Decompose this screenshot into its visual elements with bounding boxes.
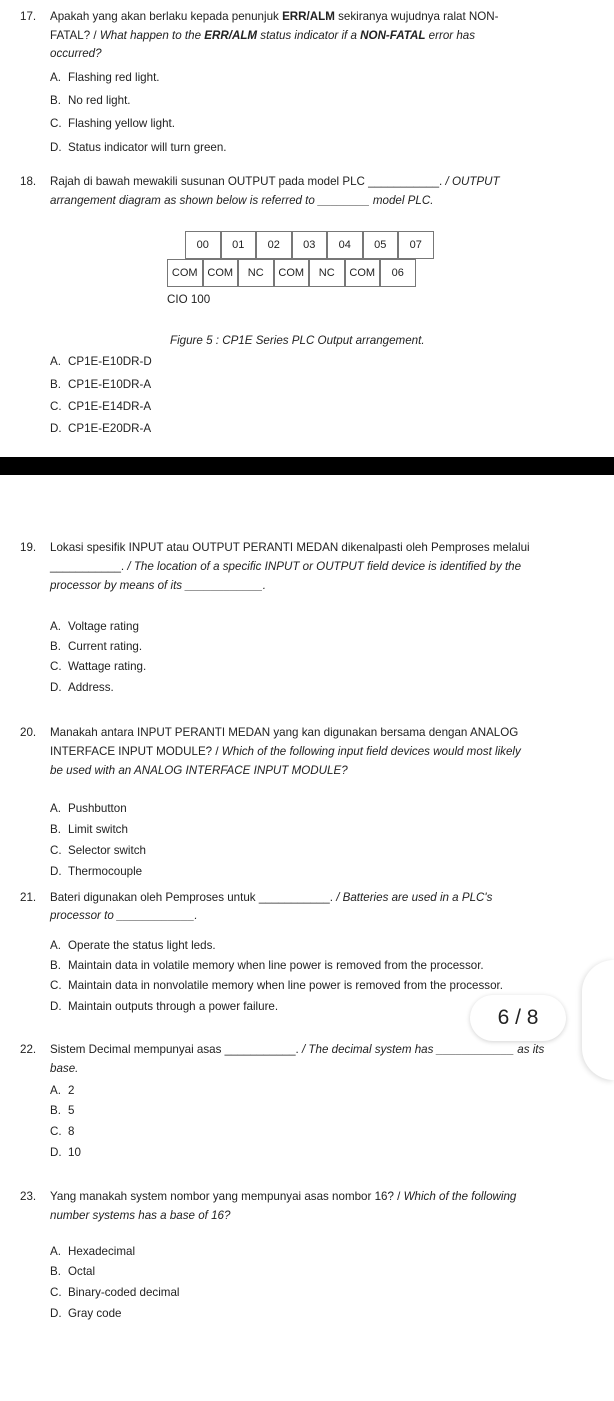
- option-b: [50, 1265, 95, 1278]
- option-text: Wattage rating.: [68, 660, 147, 673]
- text: Bateri digunakan oleh Pemproses untuk ___________.: [50, 891, 337, 904]
- text-italic: processor by means of its ____________.: [50, 579, 266, 592]
- question-text: [50, 1062, 78, 1075]
- option-text: Hexadecimal: [68, 1245, 136, 1258]
- option-letter: A.: [50, 939, 61, 952]
- option-letter: A.: [50, 802, 61, 815]
- text: FATAL? /: [50, 29, 100, 42]
- option-text: CP1E-E10DR-D: [68, 355, 152, 368]
- option-letter: C.: [50, 117, 62, 130]
- option-letter: D.: [50, 141, 62, 154]
- option-b: [50, 959, 484, 972]
- question-text: [50, 891, 492, 904]
- terminal-cell: 05: [363, 231, 399, 259]
- option-letter: C.: [50, 1125, 62, 1138]
- option-b: [50, 823, 128, 836]
- question-text: Lokasi spesifik INPUT atau OUTPUT PERANTI MEDAN dikenalpasti oleh Pemproses melalui: [50, 541, 530, 554]
- option-a: [50, 802, 127, 815]
- question-number: 20.: [20, 726, 37, 739]
- text: Apakah yang akan berlaku kepada penunjuk: [50, 10, 283, 23]
- option-text: Status indicator will turn green.: [68, 141, 227, 154]
- text-italic: occurred?: [50, 47, 102, 60]
- option-b: [50, 1104, 74, 1117]
- question-text: [50, 175, 500, 188]
- option-letter: D.: [50, 1146, 62, 1159]
- option-text: Thermocouple: [68, 865, 143, 878]
- option-letter: B.: [50, 959, 61, 972]
- terminal-cell: NC: [309, 259, 345, 287]
- text-italic: be used with an ANALOG INTERFACE INPUT MODULE?: [50, 764, 348, 777]
- question-number: 17.: [20, 10, 37, 23]
- text-italic: base.: [50, 1062, 79, 1075]
- terminal-cell: 06: [380, 259, 416, 287]
- text-italic: error has: [425, 29, 476, 42]
- option-a: [50, 1245, 135, 1258]
- option-text: No red light.: [68, 94, 131, 107]
- question-text: [50, 909, 198, 922]
- option-c: [50, 844, 146, 857]
- option-text: Binary-coded decimal: [68, 1286, 180, 1299]
- terminal-cell: COM: [345, 259, 381, 287]
- option-text: Maintain outputs through a power failure.: [68, 1000, 279, 1013]
- terminal-cell: 01: [221, 231, 257, 259]
- option-text: 5: [68, 1104, 75, 1117]
- figure-label: CIO 100: [167, 293, 211, 306]
- option-letter: C.: [50, 660, 62, 673]
- terminal-cell: NC: [238, 259, 274, 287]
- text-italic: / The location of a specific INPUT or OUTPUT field device is identified by the: [127, 560, 522, 573]
- text-italic: processor to ____________.: [50, 909, 198, 922]
- option-letter: C.: [50, 1286, 62, 1299]
- option-letter: A.: [50, 71, 61, 84]
- option-text: 2: [68, 1084, 75, 1097]
- question-text: [50, 1209, 230, 1222]
- option-letter: D.: [50, 1000, 62, 1013]
- page-indicator: 6 / 8: [470, 995, 566, 1041]
- option-text: CP1E-E20DR-A: [68, 422, 152, 435]
- option-a: [50, 1084, 74, 1097]
- text: sekiranya wujudnya ralat NON-: [334, 10, 499, 23]
- option-text: Maintain data in nonvolatile memory when line power is removed from the processor.: [68, 979, 503, 992]
- option-c: [50, 1286, 179, 1299]
- scroll-handle[interactable]: [582, 960, 614, 1080]
- text-italic: What happen to the: [99, 29, 205, 42]
- option-text: 10: [68, 1146, 81, 1159]
- terminal-cell: 02: [256, 231, 292, 259]
- question-number: 22.: [20, 1043, 37, 1056]
- question-text: [50, 194, 433, 207]
- option-d: [50, 1000, 278, 1013]
- option-letter: D.: [50, 681, 62, 694]
- option-text: Maintain data in volatile memory when line power is removed from the processor.: [68, 959, 484, 972]
- option-letter: B.: [50, 823, 61, 836]
- option-c: [50, 400, 151, 413]
- option-d: [50, 681, 114, 694]
- question-text: [50, 764, 348, 777]
- page-break-separator: [0, 457, 614, 475]
- option-a: [50, 71, 160, 84]
- option-letter: C.: [50, 844, 62, 857]
- option-d: [50, 1146, 81, 1159]
- option-d: [50, 141, 227, 154]
- option-text: Operate the status light leds.: [68, 939, 216, 952]
- option-text: CP1E-E10DR-A: [68, 378, 152, 391]
- option-d: [50, 422, 151, 435]
- text-bold-italic: NON-FATAL: [360, 29, 426, 42]
- option-d: [50, 865, 142, 878]
- text-italic: / The decimal system has ____________ as its: [301, 1043, 545, 1056]
- option-text: 8: [68, 1125, 75, 1138]
- text-bold: ERR/ALM: [282, 10, 335, 23]
- question-text: [50, 745, 521, 758]
- text: ___________.: [50, 560, 128, 573]
- option-c: [50, 979, 503, 992]
- option-letter: A.: [50, 355, 61, 368]
- question-text: [50, 1043, 544, 1056]
- text-italic: Which of the following input field devices would most likely: [221, 745, 521, 758]
- text: INTERFACE INPUT MODULE? /: [50, 745, 222, 758]
- option-letter: D.: [50, 422, 62, 435]
- option-text: Flashing yellow light.: [68, 117, 175, 130]
- question-text: [50, 47, 102, 60]
- question-number: 21.: [20, 891, 37, 904]
- option-text: Address.: [68, 681, 114, 694]
- option-b: [50, 378, 151, 391]
- option-letter: C.: [50, 400, 62, 413]
- option-a: [50, 355, 152, 368]
- option-c: [50, 660, 146, 673]
- option-text: Selector switch: [68, 844, 146, 857]
- option-text: CP1E-E14DR-A: [68, 400, 152, 413]
- question-number: 18.: [20, 175, 37, 188]
- terminal-cell: COM: [167, 259, 203, 287]
- option-letter: B.: [50, 378, 61, 391]
- question-text: [50, 29, 475, 42]
- terminal-cell: 04: [327, 231, 363, 259]
- option-text: Pushbutton: [68, 802, 127, 815]
- question-text: [50, 1190, 516, 1203]
- text: Rajah di bawah mewakili susunan OUTPUT pada model PLC ___________.: [50, 175, 446, 188]
- option-letter: B.: [50, 1265, 61, 1278]
- question-number: 19.: [20, 541, 37, 554]
- option-letter: B.: [50, 640, 61, 653]
- text-italic: / OUTPUT: [445, 175, 500, 188]
- question-number: 23.: [20, 1190, 37, 1203]
- option-d: [50, 1307, 122, 1320]
- option-a: [50, 939, 216, 952]
- question-text: Manakah antara INPUT PERANTI MEDAN yang kan digunakan bersama dengan ANALOG: [50, 726, 519, 739]
- option-text: Current rating.: [68, 640, 143, 653]
- terminal-cell: COM: [203, 259, 239, 287]
- option-text: Flashing red light.: [68, 71, 160, 84]
- option-text: Limit switch: [68, 823, 128, 836]
- text-italic: arrangement diagram as shown below is referred to ________ model PLC.: [50, 194, 434, 207]
- option-text: Octal: [68, 1265, 96, 1278]
- text-bold-italic: ERR/ALM: [204, 29, 258, 42]
- option-letter: C.: [50, 979, 62, 992]
- text-italic: Which of the following: [403, 1190, 517, 1203]
- text-italic: / Batteries are used in a PLC's: [336, 891, 493, 904]
- question-text: [50, 560, 521, 573]
- terminal-cell: 00: [185, 231, 221, 259]
- option-letter: B.: [50, 1104, 61, 1117]
- question-text: [50, 579, 266, 592]
- text-italic: number systems has a base of 16?: [50, 1209, 231, 1222]
- option-c: [50, 1125, 74, 1138]
- text: Sistem Decimal mempunyai asas ___________.: [50, 1043, 302, 1056]
- terminal-cell: 07: [398, 231, 434, 259]
- option-letter: B.: [50, 94, 61, 107]
- option-letter: D.: [50, 865, 62, 878]
- caption-text: Figure 5 : CP1E Series PLC Output arrangement.: [170, 334, 425, 347]
- option-letter: A.: [50, 620, 61, 633]
- terminal-cell: COM: [274, 259, 310, 287]
- terminal-cell: 03: [292, 231, 328, 259]
- option-letter: A.: [50, 1084, 61, 1097]
- option-b: [50, 94, 131, 107]
- option-letter: D.: [50, 1307, 62, 1320]
- option-text: Gray code: [68, 1307, 122, 1320]
- question-text: [50, 10, 499, 23]
- option-a: [50, 620, 139, 633]
- figure-caption: [170, 334, 425, 347]
- option-c: [50, 117, 175, 130]
- option-letter: A.: [50, 1245, 61, 1258]
- option-b: [50, 640, 142, 653]
- text-italic: status indicator if a: [257, 29, 361, 42]
- text: Yang manakah system nombor yang mempunyai asas nombor 16? /: [50, 1190, 404, 1203]
- option-text: Voltage rating: [68, 620, 139, 633]
